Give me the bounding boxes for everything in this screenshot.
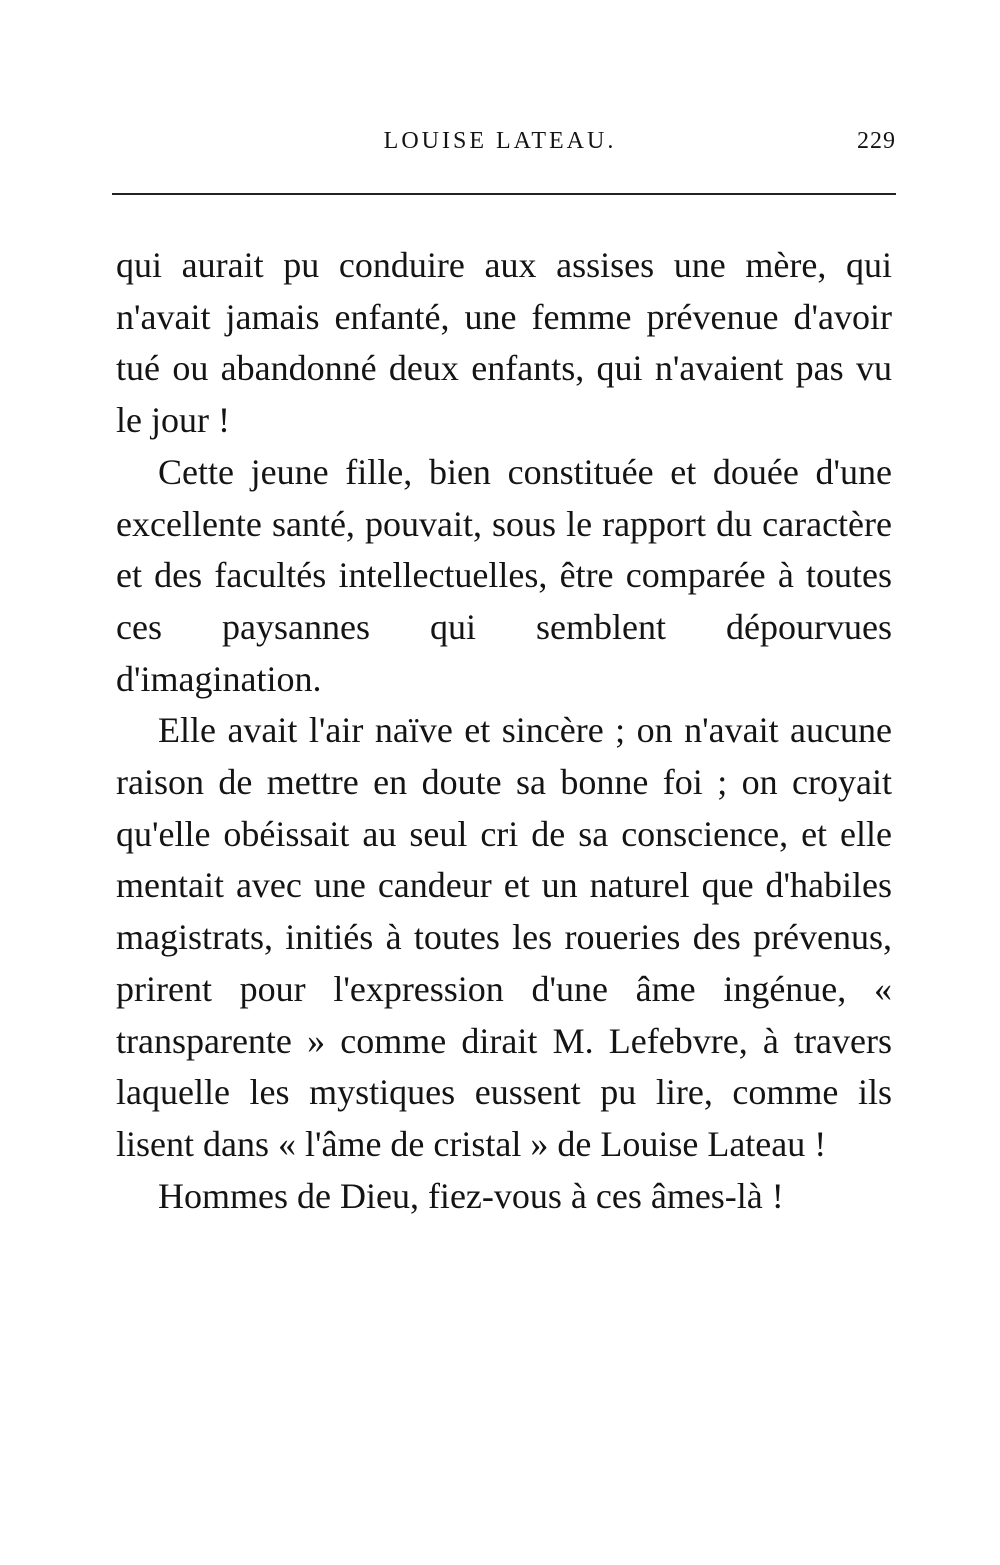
header-rule	[112, 193, 896, 195]
running-head	[0, 128, 1000, 168]
body-text	[116, 240, 892, 1222]
page-number: 229	[857, 128, 896, 154]
paragraph-2: Cette jeune fille, bien constituée et douée d'une excellente santé, pouvait, sous le rapport du caractère et des facultés intellectuelles, être comparée à toutes ces paysannes qui semblent dépourvues d'imagination.	[116, 451, 892, 699]
paragraph-1: qui aurait pu conduire aux assises une mère, qui n'avait jamais enfanté, une femme prévenue d'avoir tué ou abandonné deux enfants, qui n'avaient pas vu le jour !	[116, 245, 892, 441]
paragraph-3: Elle avait l'air naïve et sincère ; on n'avait aucune raison de mettre en doute sa bonne foi ; on croyait qu'elle obéissait au seul cri de sa conscience, et elle mentait avec une candeur et un naturel que d'habiles magistrats, initiés à toutes les roueries des prévenus, prirent pour l'expression d'une âme ingénue, « transparente » comme dirait M. Lefebvre, à travers laquelle les mystiques eussent pu lire, comme ils lisent dans « l'âme de cristal » de Louise Lateau !	[116, 710, 892, 1164]
running-title: LOUISE LATEAU.	[383, 128, 617, 154]
paragraph-4: Hommes de Dieu, fiez-vous à ces âmes-là !	[158, 1175, 784, 1216]
